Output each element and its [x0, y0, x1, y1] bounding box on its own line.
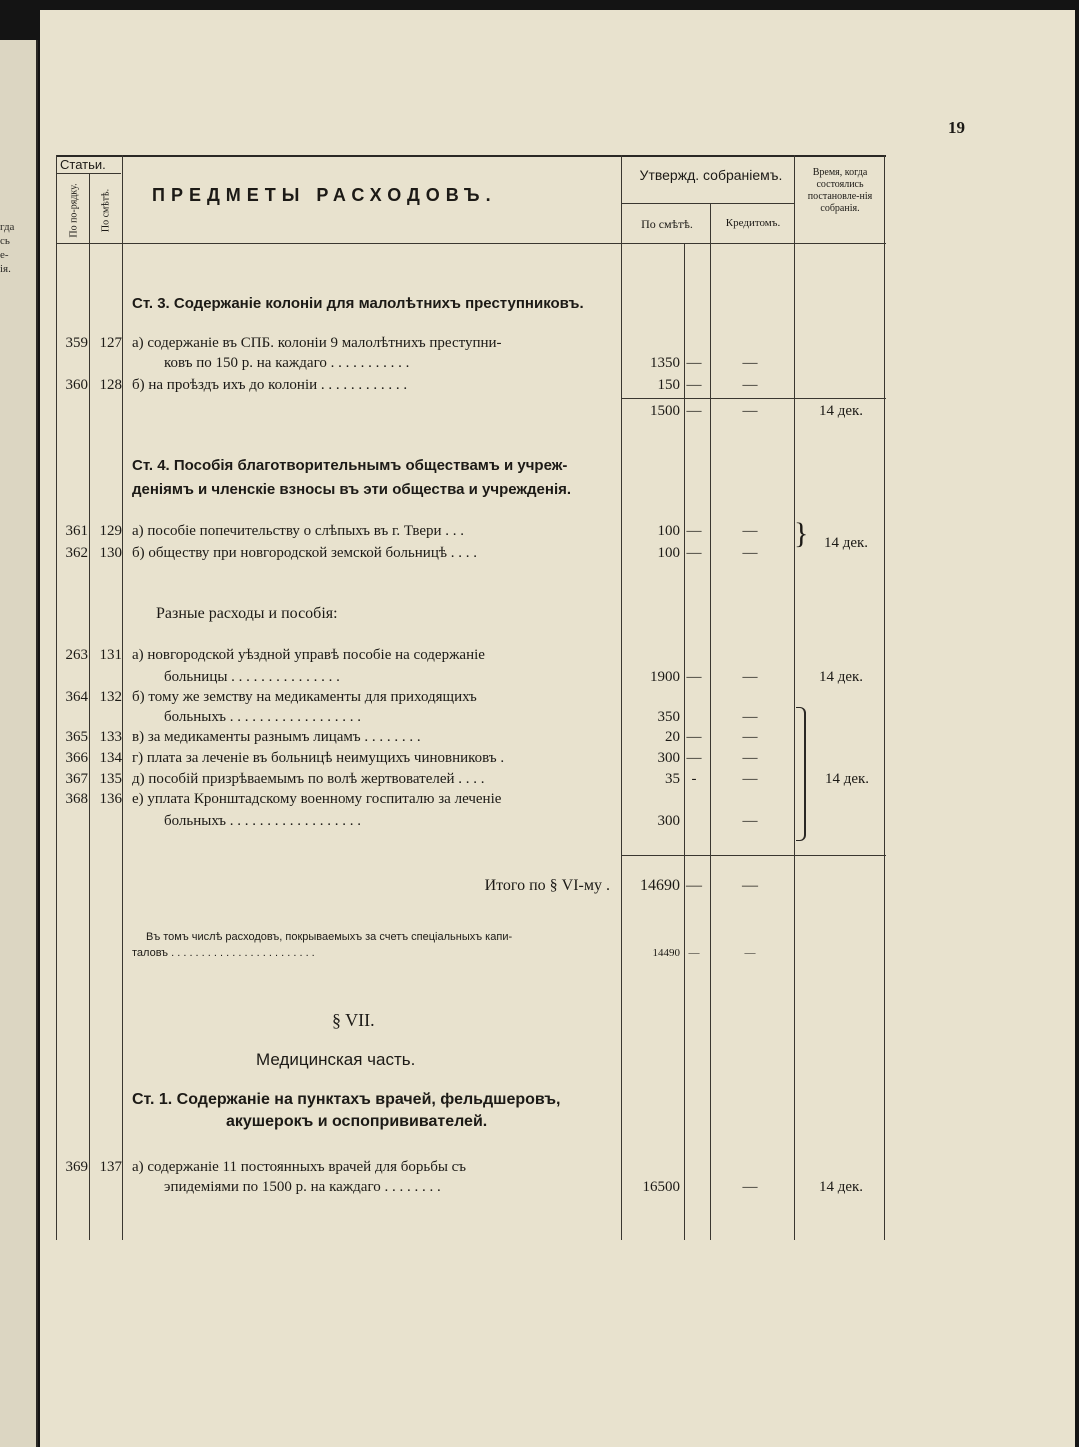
- row-description: д) пособій призрѣваемымъ по волѣ жертвователей . . . .: [132, 771, 485, 787]
- table-row: [56, 545, 886, 565]
- previous-page-text: [0, 220, 14, 276]
- header-by-order: По по-рядку.: [68, 183, 80, 238]
- table-row: [56, 689, 886, 709]
- row-credit: —: [742, 377, 758, 393]
- special-note-cont: таловъ . . . . . . . . . . . . . . . . . . . . . . . .: [132, 947, 315, 959]
- row-order-number: 368: [65, 791, 88, 807]
- row-amount: 350: [657, 709, 680, 725]
- row-estimate-number: 131: [99, 647, 122, 663]
- row-order-number: 364: [65, 689, 88, 705]
- row-order-number: 366: [65, 750, 88, 766]
- row-order-number: 367: [65, 771, 88, 787]
- section-heading-st4: Ст. 4. Пособія благотворительнымъ обществамъ и учреж-: [132, 457, 568, 474]
- header-by-credit: Кредитомъ.: [725, 217, 781, 229]
- subtotal-line: [621, 855, 886, 856]
- row-credit: —: [742, 729, 758, 745]
- header-by-estimate: По смѣтѣ.: [100, 188, 112, 233]
- table-row: [56, 791, 886, 811]
- table-row: [56, 377, 886, 397]
- row-amount: 35: [665, 771, 680, 787]
- row-description: в) за медикаменты разнымъ лицамъ . . . . . . . .: [132, 729, 421, 745]
- table-row: [56, 523, 886, 543]
- section-number: § VII.: [332, 1010, 375, 1030]
- header-articles: Статьи.: [60, 157, 106, 172]
- row-amount: 100: [657, 523, 680, 539]
- row-time: 14 дек.: [824, 771, 870, 787]
- table-row: [56, 669, 886, 689]
- table-row: [56, 947, 886, 967]
- bracket-mark: [796, 707, 806, 841]
- table-row: [56, 771, 886, 791]
- row-description: е) уплата Кронштадскому военному госпиталю за леченіе: [132, 791, 502, 807]
- row-description: а) новгородской уѣздной управѣ пособіе на содержаніе: [132, 647, 485, 663]
- row-dash: —: [686, 545, 702, 561]
- row-description: б) тому же земству на медикаменты для приходящихъ: [132, 689, 477, 705]
- row-order-number: 365: [65, 729, 88, 745]
- row-description-cont: больныхъ . . . . . . . . . . . . . . . . . .: [164, 813, 362, 829]
- row-credit: —: [742, 813, 758, 829]
- row-time: 14 дек.: [818, 1179, 864, 1195]
- document-page: [40, 10, 1075, 1447]
- row-credit: —: [742, 877, 758, 894]
- row-estimate-number: 128: [99, 377, 122, 393]
- row-description: б) на проѣздъ ихъ до колоніи . . . . . . . . . . . .: [132, 377, 408, 393]
- row-description: б) обществу при новгородской земской больницѣ . . . .: [132, 545, 477, 561]
- row-order-number: 359: [65, 335, 88, 351]
- row-amount: 150: [657, 377, 680, 393]
- table-row: [56, 813, 886, 833]
- row-estimate-number: 134: [99, 750, 122, 766]
- total-row: [56, 877, 886, 897]
- expense-table: [56, 155, 886, 1240]
- subtotal-amount: 1500: [650, 403, 680, 419]
- section-heading-st4-cont: деніямъ и членскіе взносы въ эти общества и учрежденія.: [132, 481, 572, 498]
- edge-line: гда: [0, 221, 15, 233]
- section-title-medical: Медицинская часть.: [256, 1050, 416, 1069]
- subtotal-row: [56, 403, 886, 423]
- header-subjects: ПРЕДМЕТЫ РАСХОДОВЪ.: [152, 185, 497, 205]
- row-description: а) содержаніе 11 постоянныхъ врачей для борьбы съ: [132, 1159, 467, 1175]
- row-order-number: 263: [65, 647, 88, 663]
- row-dash: —: [686, 523, 702, 539]
- row-order-number: 361: [65, 523, 88, 539]
- row-dash: —: [686, 750, 702, 766]
- table-row: [56, 355, 886, 375]
- table-row: [56, 1159, 886, 1179]
- row-amount: 100: [657, 545, 680, 561]
- header-approved: Утвержд. собраніемъ.: [639, 167, 783, 183]
- header-time: Время, когда состоялись постановле-нія собранія.: [807, 167, 873, 214]
- row-description: а) содержаніе въ СПБ. колоніи 9 малолѣтнихъ преступни-: [132, 335, 502, 351]
- row-dash: —: [686, 377, 702, 393]
- row-order-number: 369: [65, 1159, 88, 1175]
- header-bottom-border: [56, 243, 886, 244]
- table-top-border: [56, 155, 886, 157]
- row-credit: —: [742, 403, 758, 419]
- table-row: [56, 709, 886, 729]
- section-heading-st1-cont: акушерокъ и оспопрививателей.: [226, 1113, 488, 1130]
- row-credit: —: [742, 545, 758, 561]
- row-credit: —: [742, 523, 758, 539]
- row-amount: 20: [665, 729, 680, 745]
- row-dash: —: [686, 355, 702, 371]
- row-dash: —: [686, 877, 702, 894]
- row-estimate-number: 136: [99, 791, 122, 807]
- row-order-number: 360: [65, 377, 88, 393]
- row-time: 14 дек.: [818, 669, 864, 685]
- row-description-cont: больницы . . . . . . . . . . . . . . .: [164, 669, 340, 685]
- row-credit: —: [744, 947, 756, 959]
- section-heading-st1: Ст. 1. Содержаніе на пунктахъ врачей, фельдшеровъ,: [132, 1091, 561, 1108]
- table-row: [56, 335, 886, 355]
- row-estimate-number: 129: [99, 523, 122, 539]
- row-estimate-number: 137: [99, 1159, 122, 1175]
- row-estimate-number: 133: [99, 729, 122, 745]
- row-credit: —: [742, 1179, 758, 1195]
- row-order-number: 362: [65, 545, 88, 561]
- row-amount: 300: [657, 750, 680, 766]
- table-row: [56, 647, 886, 667]
- edge-line: е-: [0, 249, 9, 261]
- section-heading-st3: Ст. 3. Содержаніе колоніи для малолѣтнихъ преступниковъ.: [132, 295, 584, 312]
- row-credit: —: [742, 771, 758, 787]
- row-dash: —: [688, 947, 700, 959]
- row-amount: 16500: [642, 1179, 680, 1195]
- table-row: [56, 750, 886, 770]
- row-estimate-number: 135: [99, 771, 122, 787]
- row-time: 14 дек.: [818, 403, 864, 419]
- row-credit: —: [742, 669, 758, 685]
- total-label: Итого по § VI-му .: [484, 877, 610, 894]
- row-description-cont: больныхъ . . . . . . . . . . . . . . . . . .: [164, 709, 362, 725]
- row-dash: —: [686, 669, 702, 685]
- approved-underline: [622, 203, 794, 204]
- row-estimate-number: 127: [99, 335, 122, 351]
- row-credit: —: [742, 750, 758, 766]
- row-time: 14 дек.: [823, 535, 869, 551]
- row-dash: -: [691, 771, 697, 787]
- page-number: 19: [948, 118, 965, 137]
- edge-line: ія.: [0, 263, 11, 275]
- brace-mark: }: [794, 517, 809, 550]
- table-row: [56, 1179, 886, 1199]
- row-estimate-number: 130: [99, 545, 122, 561]
- row-amount: 1900: [650, 669, 680, 685]
- total-amount: 14690: [640, 877, 680, 894]
- row-dash: —: [686, 729, 702, 745]
- edge-line: сь: [0, 235, 10, 247]
- row-description: г) плата за леченіе въ больницѣ неимущихъ чиновниковъ .: [132, 750, 505, 766]
- row-amount: 1350: [650, 355, 680, 371]
- row-dash: —: [686, 403, 702, 419]
- row-description-cont: ковъ по 150 р. на каждаго . . . . . . . . . . .: [164, 355, 410, 371]
- subtotal-line: [621, 398, 886, 399]
- subsection-misc: Разные расходы и пособія:: [156, 605, 338, 622]
- row-credit: —: [742, 709, 758, 725]
- row-description-cont: эпидеміями по 1500 р. на каждаго . . . . . . . .: [164, 1179, 441, 1195]
- subsection-row: [56, 605, 886, 625]
- row-amount: 300: [657, 813, 680, 829]
- special-note: Въ томъ числѣ расходовъ, покрываемыхъ за счетъ спеціальныхъ капи-: [146, 931, 513, 943]
- special-amount: 14490: [652, 947, 680, 959]
- row-credit: —: [742, 355, 758, 371]
- row-description: а) пособіе попечительству о слѣпыхъ въ г. Твери . . .: [132, 523, 464, 539]
- row-estimate-number: 132: [99, 689, 122, 705]
- header-by-smeta: По смѣтѣ.: [641, 217, 693, 231]
- table-row: [56, 729, 886, 749]
- previous-page-edge: [0, 40, 38, 1447]
